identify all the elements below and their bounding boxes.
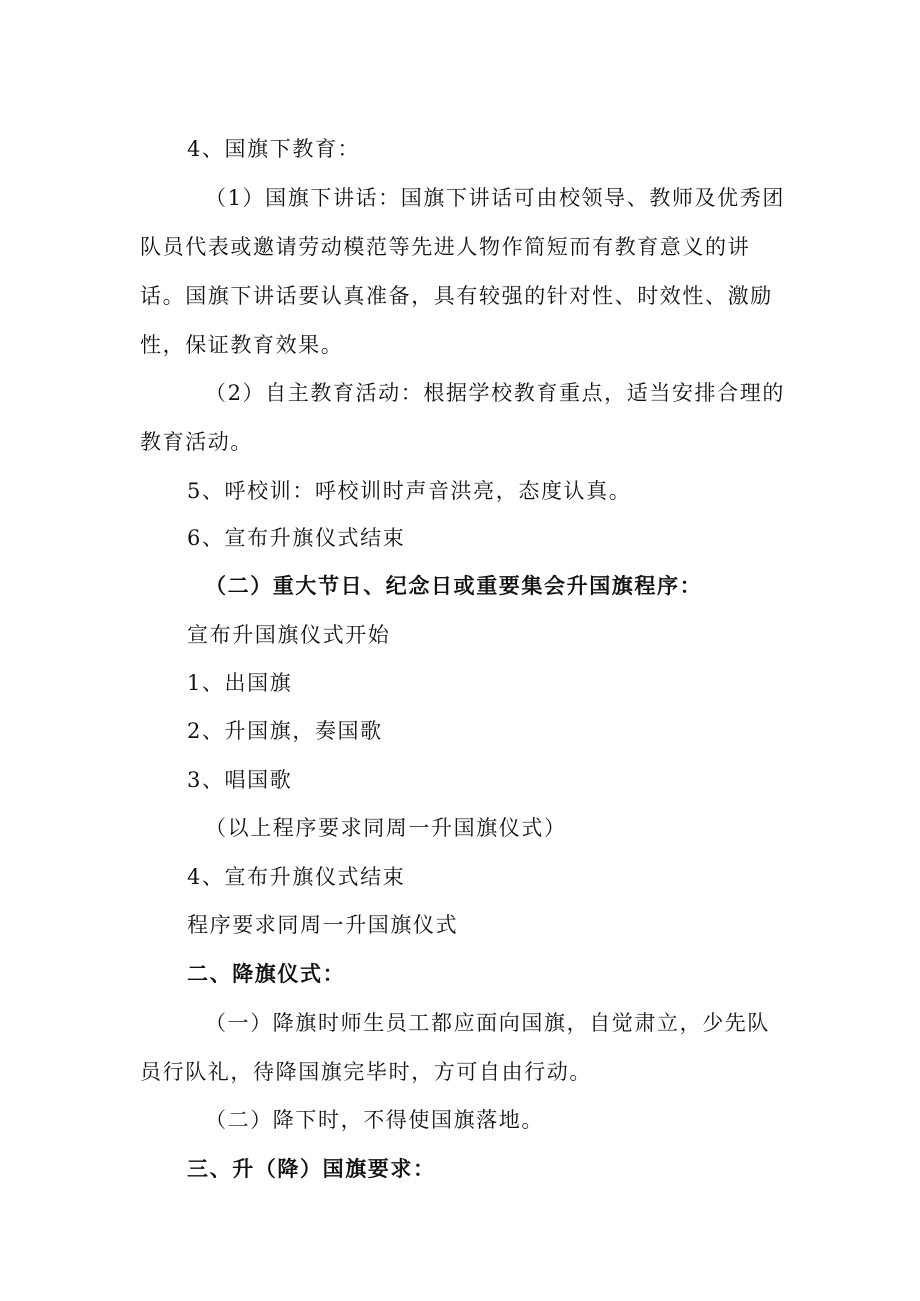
lowering-ceremony-heading: 二、降旗仪式： [187,961,346,986]
procedure-step-3: 3、唱国歌 [187,768,293,792]
procedure-step-4: 4、宣布升旗仪式结束 [187,865,406,889]
paragraph-1-line-1: （1）国旗下讲话：国旗下讲话可由校领导、教师及优秀团 [205,186,785,210]
lowering-paragraph-2: （二）降下时，不得使国旗落地。 [205,1108,544,1132]
lowering-paragraph-1-line-1: （一）降旗时师生员工都应面向国旗，自觉肃立，少先队 [205,1011,770,1035]
procedure-start-line: 宣布升国旗仪式开始 [187,623,391,647]
paragraph-2-line-1: （2）自主教育活动：根据学校教育重点，适当安排合理的 [205,381,785,405]
section-two-heading: （二）重大节日、纪念日或重要集会升国旗程序： [205,573,703,598]
paragraph-1-line-2: 队员代表或邀请劳动模范等先进人物作简短而有教育意义的讲 [140,235,751,259]
item-4-heading: 4、国旗下教育： [187,137,361,161]
paragraph-2-line-2: 教育活动。 [140,430,253,454]
item-5-line: 5、呼校训：呼校训时声音洪亮，态度认真。 [187,479,632,503]
paragraph-1-line-4: 性，保证教育效果。 [140,333,344,357]
procedure-step-1: 1、出国旗 [187,671,293,695]
procedure-step-2: 2、升国旗，奏国歌 [187,719,383,743]
item-6-line: 6、宣布升旗仪式结束 [187,526,406,550]
procedure-requirement-line: 程序要求同周一升国旗仪式 [187,913,459,937]
flag-requirements-heading: 三、升（降）国旗要求： [187,1156,436,1181]
paragraph-1-line-3: 话。国旗下讲话要认真准备，具有较强的针对性、时效性、激励 [140,284,773,308]
lowering-paragraph-1-line-2: 员行队礼，待降国旗完毕时，方可自由行动。 [140,1060,592,1084]
procedure-note: （以上程序要求同周一升国旗仪式） [205,816,567,840]
